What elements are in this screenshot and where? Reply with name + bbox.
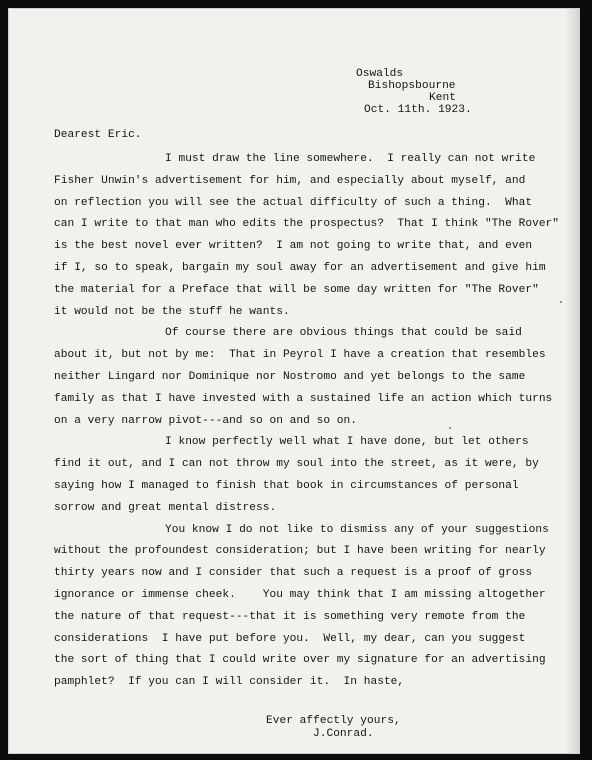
- letter-page: [8, 8, 580, 754]
- letter-line: sorrow and great mental distress.: [54, 501, 277, 514]
- closing-phrase: Ever affectly yours,: [266, 715, 401, 727]
- letter-line: on a very narrow pivot---and so on and so on.: [54, 414, 358, 427]
- sender-address: [356, 68, 526, 116]
- signature: J.Conrad.: [313, 728, 374, 740]
- letter-line: neither Lingard nor Dominique nor Nostromo and yet belongs to the same: [54, 370, 526, 383]
- margin-speck: [560, 301, 562, 303]
- letter-line: find it out, and I can not throw my soul into the street, as it were, by: [54, 458, 539, 471]
- letter-line: about it, but not by me: That in Peyrol I have a creation that resembles: [54, 349, 546, 362]
- letter-line: the material for a Preface that will be some day written for "The Rover": [54, 283, 539, 296]
- letter-line: the sort of thing that I could write over my signature for an advertising: [54, 654, 546, 667]
- letter-line: I know perfectly well what I have done, but let others: [165, 436, 529, 449]
- address-line: Kent: [429, 92, 456, 104]
- letter-line: ignorance or immense cheek. You may think that I am missing altogether: [54, 588, 546, 601]
- address-line: Bishopsbourne: [368, 80, 456, 92]
- letter-line: considerations I have put before you. Well, my dear, can you suggest: [54, 632, 526, 645]
- letter-line: if I, so to speak, bargain my soul away for an advertisement and give him: [54, 261, 546, 274]
- letter-line: family as that I have invested with a sustained life an action which turns: [54, 392, 553, 405]
- letter-line: on reflection you will see the actual difficulty of such a thing. What: [54, 196, 533, 209]
- address-line: Oswalds: [356, 68, 404, 80]
- letter-body: [54, 149, 574, 694]
- letter-line: Fisher Unwin's advertisement for him, and especially about myself, and: [54, 174, 526, 187]
- letter-line: the nature of that request---that it is something very remote from the: [54, 610, 526, 623]
- letter-line: it would not be the stuff he wants.: [54, 305, 290, 318]
- letter-line: saying how I managed to finish that book in circumstances of personal: [54, 479, 519, 492]
- letter-line: thirty years now and I consider that such a request is a proof of gross: [54, 567, 533, 580]
- letter-date: Oct. 11th. 1923.: [364, 104, 472, 116]
- letter-line: is the best novel ever written? I am not going to write that, and even: [54, 240, 533, 253]
- margin-speck: [449, 427, 451, 429]
- letter-line: without the profoundest consideration; but I have been writing for nearly: [54, 545, 546, 558]
- letter-line: I must draw the line somewhere. I really can not write: [165, 153, 536, 165]
- letter-line: You know I do not like to dismiss any of your suggestions: [165, 523, 549, 536]
- letter-line: pamphlet? If you can I will consider it. In haste,: [54, 676, 405, 689]
- salutation: Dearest Eric.: [54, 129, 142, 141]
- closing-block: [266, 715, 401, 741]
- letter-line: Of course there are obvious things that could be said: [165, 327, 522, 340]
- letter-line: can I write to that man who edits the prospectus? That I think "The Rover": [54, 218, 560, 231]
